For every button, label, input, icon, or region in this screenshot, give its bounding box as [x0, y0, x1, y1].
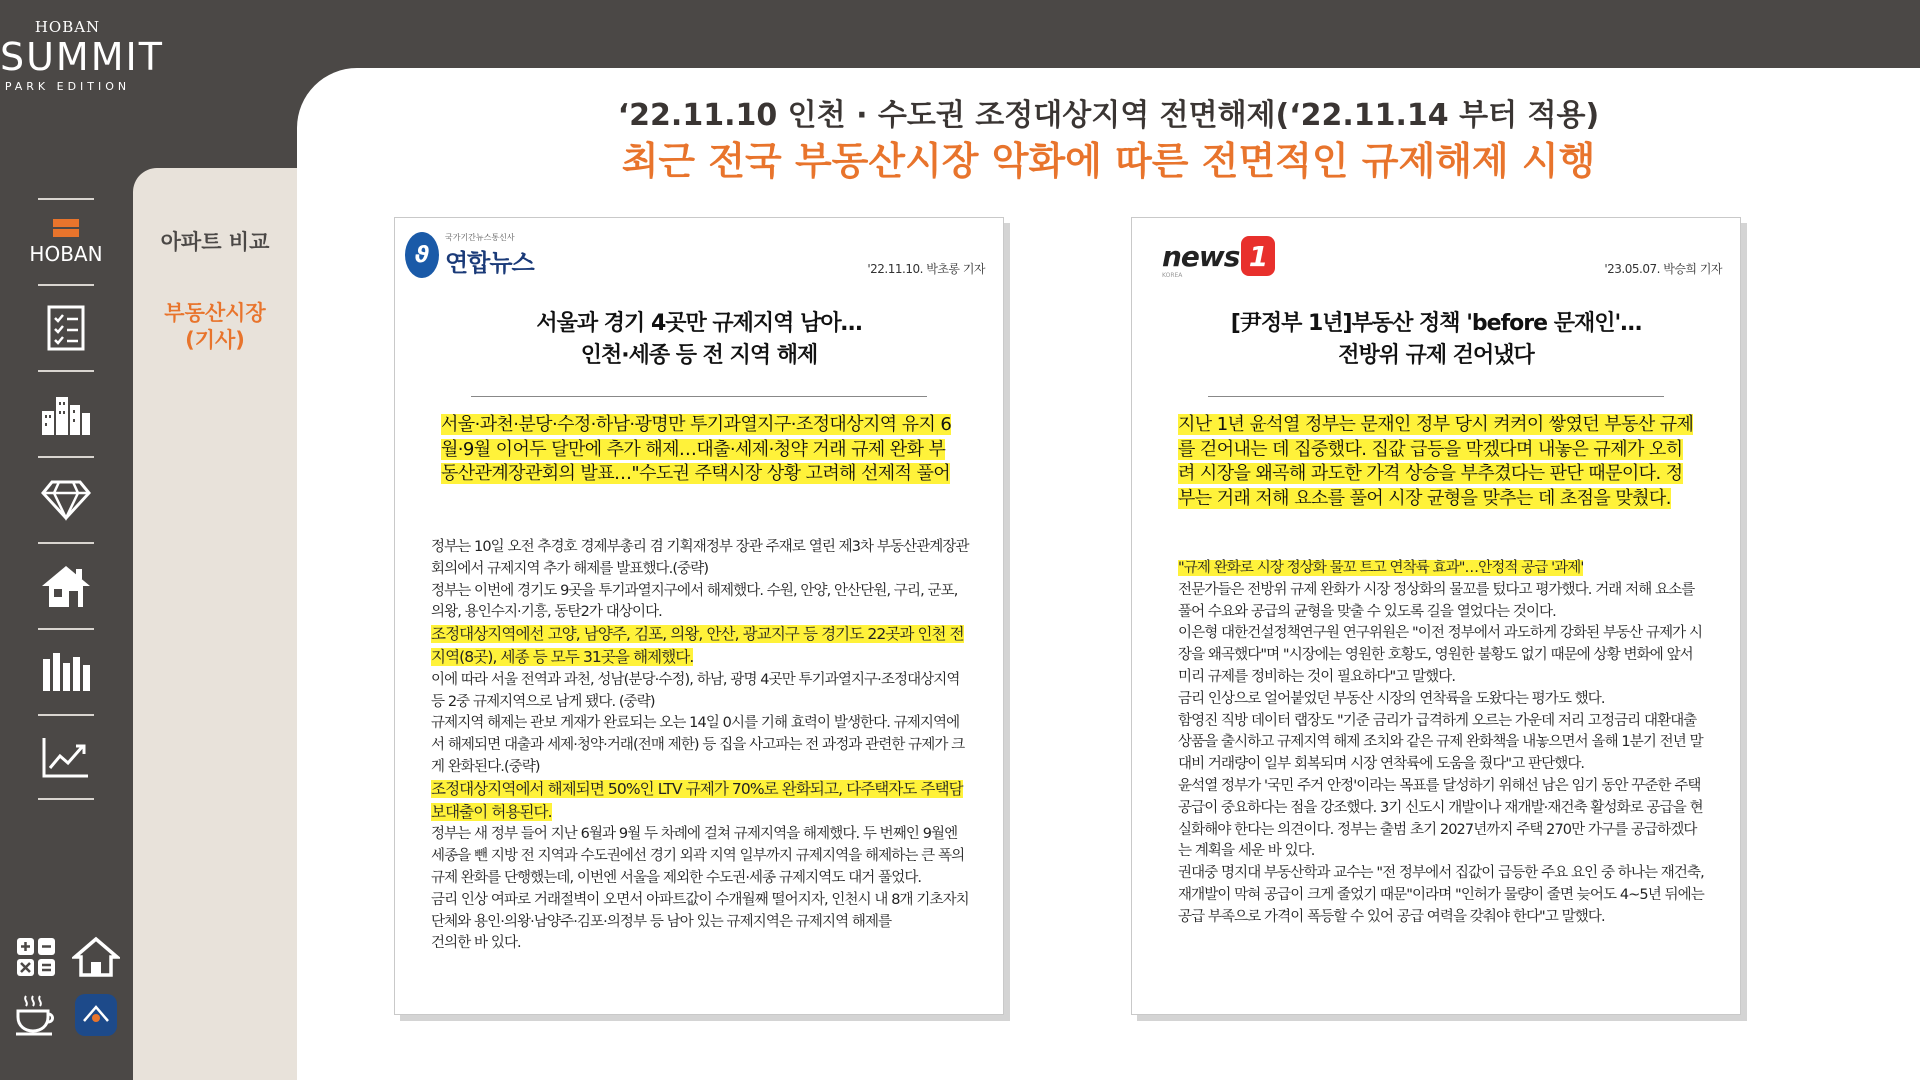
- sidebar-item-checklist[interactable]: [38, 284, 94, 370]
- coffee-button[interactable]: [10, 993, 62, 1037]
- sidebar-item-house[interactable]: [38, 542, 94, 628]
- article-body: [1178, 558, 1708, 929]
- sidebar-bottom-tools: [10, 935, 135, 1037]
- brand-top: HOBAN: [34, 18, 101, 36]
- masthead-name: 연합뉴스: [445, 249, 534, 277]
- brand-logo[interactable]: [0, 18, 164, 93]
- sidebar-item-library[interactable]: [38, 628, 94, 714]
- app-badge-icon: [75, 994, 117, 1036]
- sidebar-item-buildings[interactable]: [38, 370, 94, 456]
- hoban-logo-icon: [53, 219, 79, 237]
- sidebar-item-chart[interactable]: [38, 714, 94, 800]
- highlighted-subheading: "규제 완화로 시장 정상화 물꼬 트고 연착륙 효과"…안정적 공급 '과제': [1178, 560, 1584, 576]
- highlighted-paragraph: 조정대상지역에선 고양, 남양주, 김포, 의왕, 안산, 광교지구 등 경기도 22곳과 인천 전 지역(8곳), 세종 등 모두 31곳을 해제했다.: [431, 625, 964, 666]
- paragraph: 정부는 이번에 경기도 9곳을 투기과열지구에서 해제했다. 수원, 안양, 안산단원, 구리, 군포, 의왕, 용인수지·기흥, 동탄2가 대상이다.: [431, 582, 958, 621]
- paragraph: 이에 따라 서울 전역과 과천, 성남(분당·수정), 하남, 광명 4곳만 투기과열지구·조정대상지역 등 2중 규제지역으로 남게 됐다. (중략): [431, 671, 960, 710]
- coffee-icon: [14, 993, 58, 1037]
- highlighted-paragraph: 조정대상지역에서 해제되면 50%인 LTV 규제가 70%로 완화되고, 다주택자도 주택담보대출이 허용된다.: [431, 779, 963, 821]
- paragraph: 권대중 명지대 부동산학과 교수는 "전 정부에서 집값이 급등한 주요 요인 중 하나는 재건축, 재개발이 막혀 공급이 크게 줄었기 때문"이라며 "인허가 물량이 줄면 늦어도 4~5년 뒤에는 공급 부족으로 가격이 폭등할 수 있어 공급 여력을 갖춰야 한다"고 말했다.: [1178, 865, 1704, 925]
- headline-line-2: 인천·세종 등 전 지역 해제: [580, 342, 818, 368]
- paragraph: 윤석열 정부가 '국민 주거 안정'이라는 목표를 달성하기 위해선 남은 임기 동안 꾸준한 주택 공급이 중요하다는 점을 강조했다. 3기 신도시 개발이나 재개발·재건축 활성화로 공급을 현실화해야 한다는 의견이다. 정부는 출범 초기 2027년까지 주택 270만 가구를 공급하겠다는 계획을 세운 바 있다.: [1178, 777, 1703, 860]
- house-icon: [40, 563, 92, 609]
- library-icon: [40, 651, 92, 693]
- sidebar-icon-nav: [29, 198, 103, 800]
- paragraph: 정부는 새 정부 들어 지난 6월과 9월 두 차례에 걸쳐 규제지역을 해제했다. 두 번째인 9월엔 세종을 뺀 지방 전 지역과 수도권에선 경기 외곽 지역 일부까지 규제지역을 해제하는 큰 폭의 규제 완화를 단행했는데, 이번엔 서울을 제외한 수도권·세종 규제지역도 대거 풀었다.: [431, 826, 965, 886]
- paragraph: 금리 인상 여파로 거래절벽이 오면서 아파트값이 수개월째 떨어지자, 인천시 내 8개 기초자치단체와 용인·의왕·남양주·김포·의정부 등 남아 있는 규제지역은 규제지역 해제를: [431, 891, 969, 930]
- brand-sub: PARK EDITION: [4, 80, 131, 93]
- home-button[interactable]: [70, 935, 122, 979]
- buildings-icon: [40, 393, 92, 435]
- divider: [471, 396, 927, 397]
- paragraph: 전문가들은 전방위 규제 완화가 시장 정상화의 물꼬를 텄다고 평가했다. 거래 저해 요소를 풀어 수요와 공급의 균형을 맞출 수 있도록 길을 열었다는 것이다.: [1178, 581, 1695, 620]
- article-headline: [1132, 308, 1740, 372]
- article-card-news1: [1131, 217, 1741, 1015]
- yonhap-logo-icon: ϑ: [405, 232, 439, 278]
- article-headline: [395, 308, 1003, 372]
- article-byline: '22.11.10. 박초롱 기자: [867, 262, 985, 276]
- paragraph: 금리 인상으로 얼어붙었던 부동산 시장의 연착륙을 도왔다는 평가도 했다.: [1178, 690, 1605, 707]
- masthead-sub: KOREA: [1162, 272, 1183, 279]
- article-byline: '23.05.07. 박승희 기자: [1604, 262, 1722, 276]
- sub-navigation: [133, 168, 297, 1080]
- subnav-item-market-articles[interactable]: 부동산시장 (기사): [164, 301, 266, 353]
- main-content: [297, 68, 1920, 1080]
- sidebar-item-hoban[interactable]: [29, 198, 103, 284]
- lead-highlight: 서울·과천·분당·수정·하남·광명만 투기과열지구·조정대상지역 유지 6월·9월 이어두 달만에 추가 해제…대출·세제·청약 거래 규제 완화 부동산관계장관회의 발표…"수도권 주택시장 상황 고려해 선제적 풀어: [441, 414, 952, 484]
- subnav-item-apartment-compare[interactable]: 아파트 비교: [160, 230, 270, 254]
- masthead-sub: 국가기간뉴스통신사: [445, 233, 515, 242]
- headline-line-1: [尹정부 1년]부동산 정책 'before 문재인'…: [1230, 311, 1642, 336]
- checklist-icon: [46, 304, 86, 352]
- paragraph: 함영진 직방 데이터 랩장도 "기준 금리가 급격하게 오르는 가운데 저리 고정금리 대환대출 상품을 출시하고 규제지역 해제 조치와 같은 규제 완화책을 내놓으면서 올해 1분기 전년 말 대비 거래량이 일부 회복되며 시장 연착륙에 도움을 줬다"고 판단했다.: [1178, 712, 1703, 773]
- paragraph: 이은형 대한건설정책연구원 연구위원은 "이전 정부에서 과도하게 강화된 부동산 규제가 시장을 왜곡했다"며 "시장에는 영원한 호황도, 영원한 불황도 없기 때문에 상황 변화에 앞서 미리 규제를 정비하는 것이 필요하다"고 말했다.: [1178, 625, 1703, 685]
- sidebar-item-diamond[interactable]: [38, 456, 94, 542]
- lead-highlight: 지난 1년 윤석열 정부는 문재인 정부 당시 켜켜이 쌓였던 부동산 규제를 걷어내는 데 집중했다. 집값 급등을 막겠다며 내놓은 규제가 오히려 시장을 왜곡해 과도한 가격 상승을 부추겼다는 판단 때문이다. 정부는 거래 저해 요소를 풀어 시장 균형을 맞추는 데 초점을 맞췄다.: [1178, 414, 1694, 509]
- chart-icon: [40, 734, 92, 780]
- article-body: [431, 537, 971, 955]
- brand-name: SUMMIT: [0, 35, 164, 79]
- home-outline-icon: [72, 936, 120, 978]
- app-button[interactable]: [70, 993, 122, 1037]
- calculator-button[interactable]: [10, 935, 62, 979]
- paragraph: 정부는 10일 오전 추경호 경제부총리 겸 기획재정부 장관 주재로 열린 제3차 부동산관계장관회의에서 규제지역 추가 해제를 발표했다.(중략): [431, 539, 969, 577]
- news1-masthead: [1162, 236, 1275, 279]
- page-title: ‘22.11.10 인천 · 수도권 조정대상지역 전면해제(‘22.11.14 부터 적용): [617, 98, 1600, 133]
- headline-line-1: 서울과 경기 4곳만 규제지역 남아…: [536, 311, 862, 336]
- article-card-yonhap: [394, 217, 1004, 1015]
- paragraph: [431, 779, 971, 825]
- divider: [1208, 396, 1664, 397]
- paragraph: [1178, 558, 1708, 580]
- masthead-name: news: [1162, 239, 1240, 273]
- page-subtitle: 최근 전국 부동산시장 악화에 따른 전면적인 규제해제 시행: [621, 139, 1596, 183]
- paragraph: 규제지역 해제는 관보 게재가 완료되는 오는 14일 0시를 기해 효력이 발생한다. 규제지역에서 해제되면 대출과 세제·청약·거래(전매 제한) 등 집을 사고파는 전 과정과 관련한 규제가 크게 완화된다.(중략): [431, 715, 965, 775]
- paragraph: [431, 624, 971, 670]
- paragraph: 건의한 바 있다.: [431, 935, 521, 952]
- masthead-number: 1: [1241, 236, 1275, 276]
- headline-line-2: 전방위 규제 걷어냈다: [1338, 342, 1534, 368]
- hoban-label: HOBAN: [29, 241, 103, 266]
- yonhap-masthead: [405, 232, 534, 278]
- diamond-icon: [40, 479, 92, 521]
- calculator-icon: [16, 937, 56, 977]
- article-lead: [1178, 413, 1698, 511]
- article-lead: [441, 413, 956, 487]
